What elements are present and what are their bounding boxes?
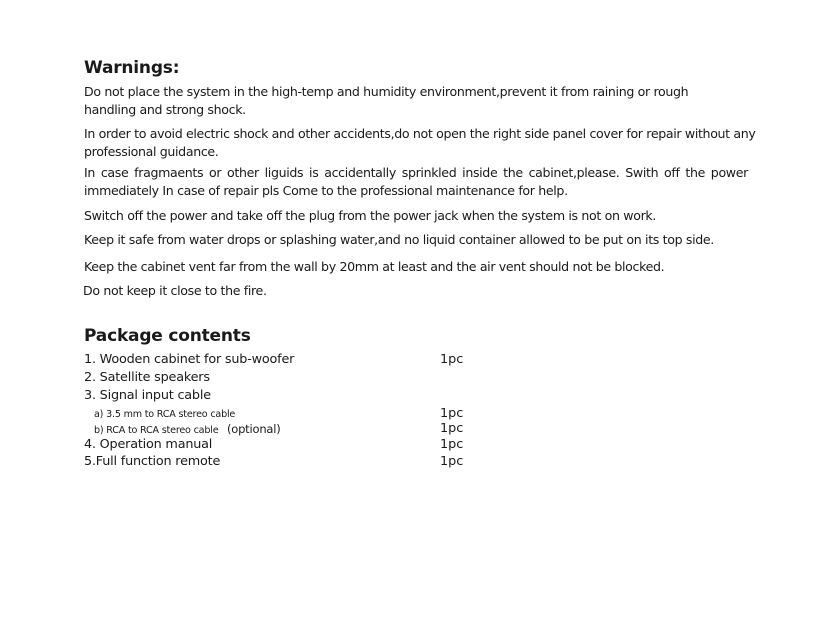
warning-3-line-1: In case fragmaents or other liguids is accidentally sprinkled inside the cabinet,please. Swith off the power (84, 165, 748, 180)
package-item-3: 3. Signal input cable (84, 388, 211, 403)
package-item-3a-qty: 1pc (440, 406, 464, 421)
warning-paragraph-4: Switch off the power and take off the plug from the power jack when the system is not on work. (84, 208, 657, 223)
package-item-5: 5.Full function remote (84, 454, 221, 469)
warning-3-line-2: immediately In case of repair pls Come to the professional maintenance for help. (84, 183, 568, 198)
warnings-heading: Warnings: (84, 58, 180, 78)
package-item-2: 2. Satellite speakers (84, 370, 210, 385)
warning-paragraph-5: Keep it safe from water drops or splashing water,and no liquid container allowed to be put on its top side. (84, 232, 714, 247)
warning-paragraph-1 (84, 83, 748, 119)
warning-paragraph-6: Keep the cabinet vent far from the wall by 20mm at least and the air vent should not be blocked. (84, 259, 665, 274)
package-item-5-qty: 1pc (440, 454, 464, 469)
package-item-1-qty: 1pc (440, 352, 464, 367)
package-item-3b (94, 423, 281, 437)
package-item-4: 4. Operation manual (84, 437, 213, 452)
warning-1-line-2: handling and strong shock. (84, 102, 246, 117)
package-item-3b-qty: 1pc (440, 421, 464, 436)
warning-2-line-2: professional guidance. (84, 144, 219, 159)
warning-1-line-1: Do not place the system in the high-temp and humidity environment,prevent it from raining or rough (84, 84, 689, 99)
warning-2-line-1: In order to avoid electric shock and other accidents,do not open the right side panel cover for repair without any (84, 126, 756, 141)
package-item-4-qty: 1pc (440, 437, 464, 452)
package-item-1: 1. Wooden cabinet for sub-woofer (84, 352, 295, 367)
package-item-3b-label: b) RCA to RCA stereo cable (94, 425, 219, 436)
package-contents-heading: Package contents (84, 326, 251, 346)
warning-paragraph-7: Do not keep it close to the fire. (83, 283, 267, 298)
warning-paragraph-3 (84, 164, 748, 200)
warning-paragraph-2 (84, 125, 756, 161)
package-item-3a: a) 3.5 mm to RCA stereo cable (94, 409, 236, 420)
package-item-3b-note: (optional) (226, 422, 281, 436)
